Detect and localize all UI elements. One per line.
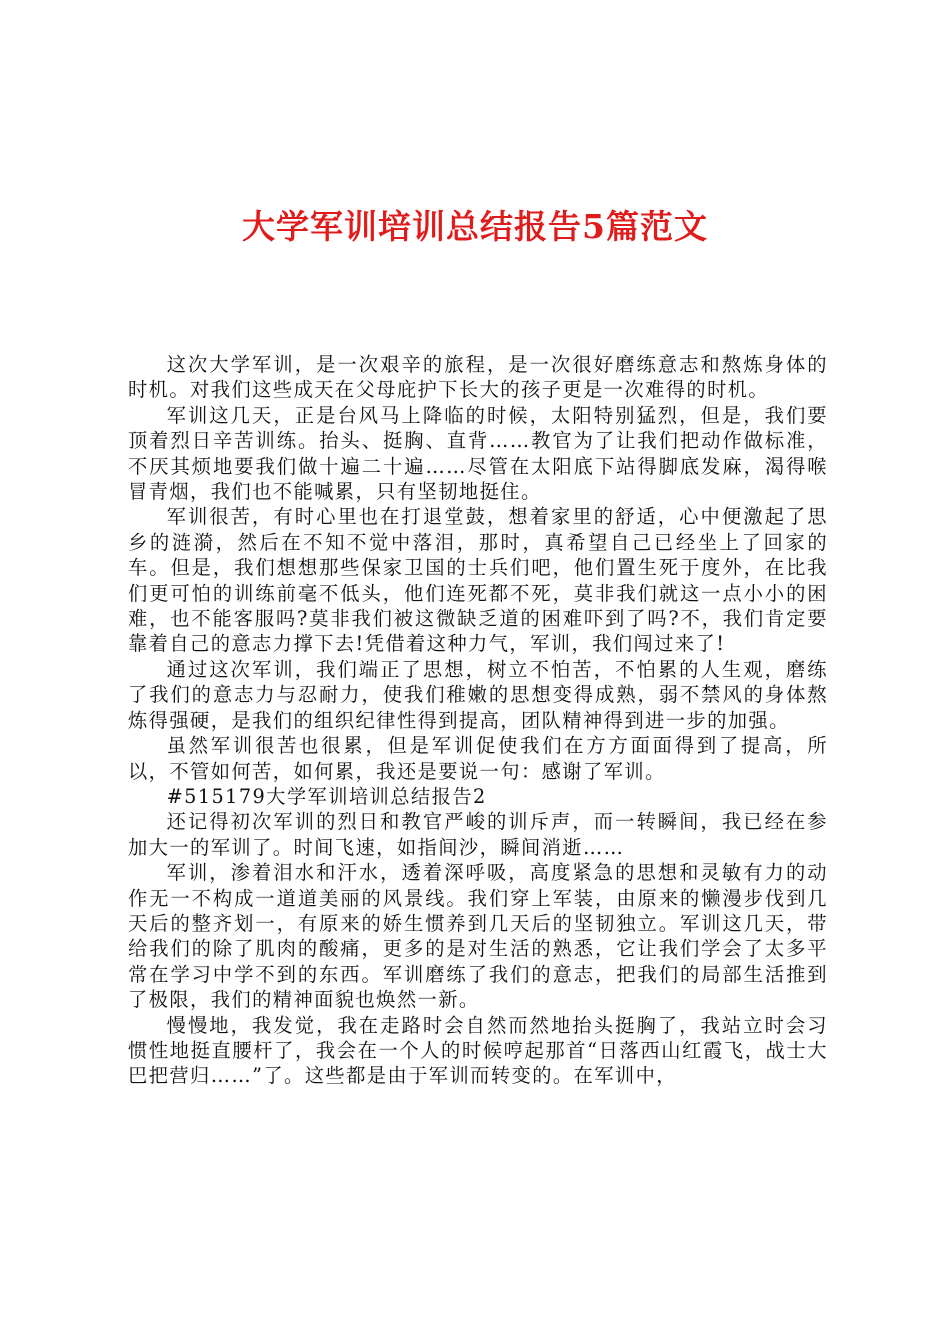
document-body bbox=[128, 352, 828, 1089]
paragraph: 还记得初次军训的烈日和教官严峻的训斥声，而一转瞬间，我已经在参加大一的军训了。时间飞速，如指间沙，瞬间消逝…… bbox=[128, 810, 828, 859]
paragraph: 通过这次军训，我们端正了思想，树立不怕苦，不怕累的人生观，磨练了我们的意志力与忍耐力，使我们稚嫩的思想变得成熟，弱不禁风的身体熬炼得强硬，是我们的组织纪律性得到提高，团队精神得到进一步的加强。 bbox=[128, 657, 828, 732]
section-heading: #515179大学军训培训总结报告2 bbox=[166, 784, 487, 808]
paragraph: 慢慢地，我发觉，我在走路时会自然而然地抬头挺胸了，我站立时会习惯性地挺直腰杆了，我会在一个人的时候哼起那首“日落西山红霞飞，战士大巴把营归……”了。这些都是由于军训而转变的。在军训中， bbox=[128, 1013, 828, 1088]
paragraph: 军训这几天，正是台风马上降临的时候，太阳特别猛烈，但是，我们要顶着烈日辛苦训练。抬头、挺胸、直背……教官为了让我们把动作做标准，不厌其烦地要我们做十遍二十遍……尽管在太阳底下站得脚底发麻，渴得喉冒青烟，我们也不能喊累，只有坚韧地挺住。 bbox=[128, 403, 828, 504]
document-title: 大学军训培训总结报告5篇范文 bbox=[242, 207, 708, 246]
paragraph: 虽然军训很苦也很累，但是军训促使我们在方方面面得到了提高，所以，不管如何苦，如何累，我还是要说一句：感谢了军训。 bbox=[128, 734, 828, 783]
paragraph: 军训，渗着泪水和汗水，透着深呼吸，高度紧急的思想和灵敏有力的动作无一不构成一道道美丽的风景线。我们穿上军装，由原来的懒漫步伐到几天后的整齐划一，有原来的娇生惯养到几天后的坚韧独立。军训这几天，带给我们的除了肌肉的酸痛，更多的是对生活的熟悉，它让我们学会了太多平常在学习中学不到的东西。军训磨练了我们的意志，把我们的局部生活推到了极限，我们的精神面貌也焕然一新。 bbox=[128, 861, 828, 1012]
paragraph: 这次大学军训，是一次艰辛的旅程，是一次很好磨练意志和熬炼身体的时机。对我们这些成天在父母庇护下长大的孩子更是一次难得的时机。 bbox=[128, 353, 828, 402]
paragraph: 军训很苦，有时心里也在打退堂鼓，想着家里的舒适，心中便激起了思乡的涟漪，然后在不知不觉中落泪，那时，真希望自己已经坐上了回家的车。但是，我们想想那些保家卫国的士兵们吧，他们置生死于度外，在比我们更可怕的训练前毫不低头，他们连死都不死，莫非我们就这一点小小的困难，也不能客服吗?莫非我们被这微缺乏道的困难吓到了吗?不，我们肯定要靠着自己的意志力撑下去!凭借着这种力气，军训，我们闯过来了! bbox=[128, 505, 828, 656]
